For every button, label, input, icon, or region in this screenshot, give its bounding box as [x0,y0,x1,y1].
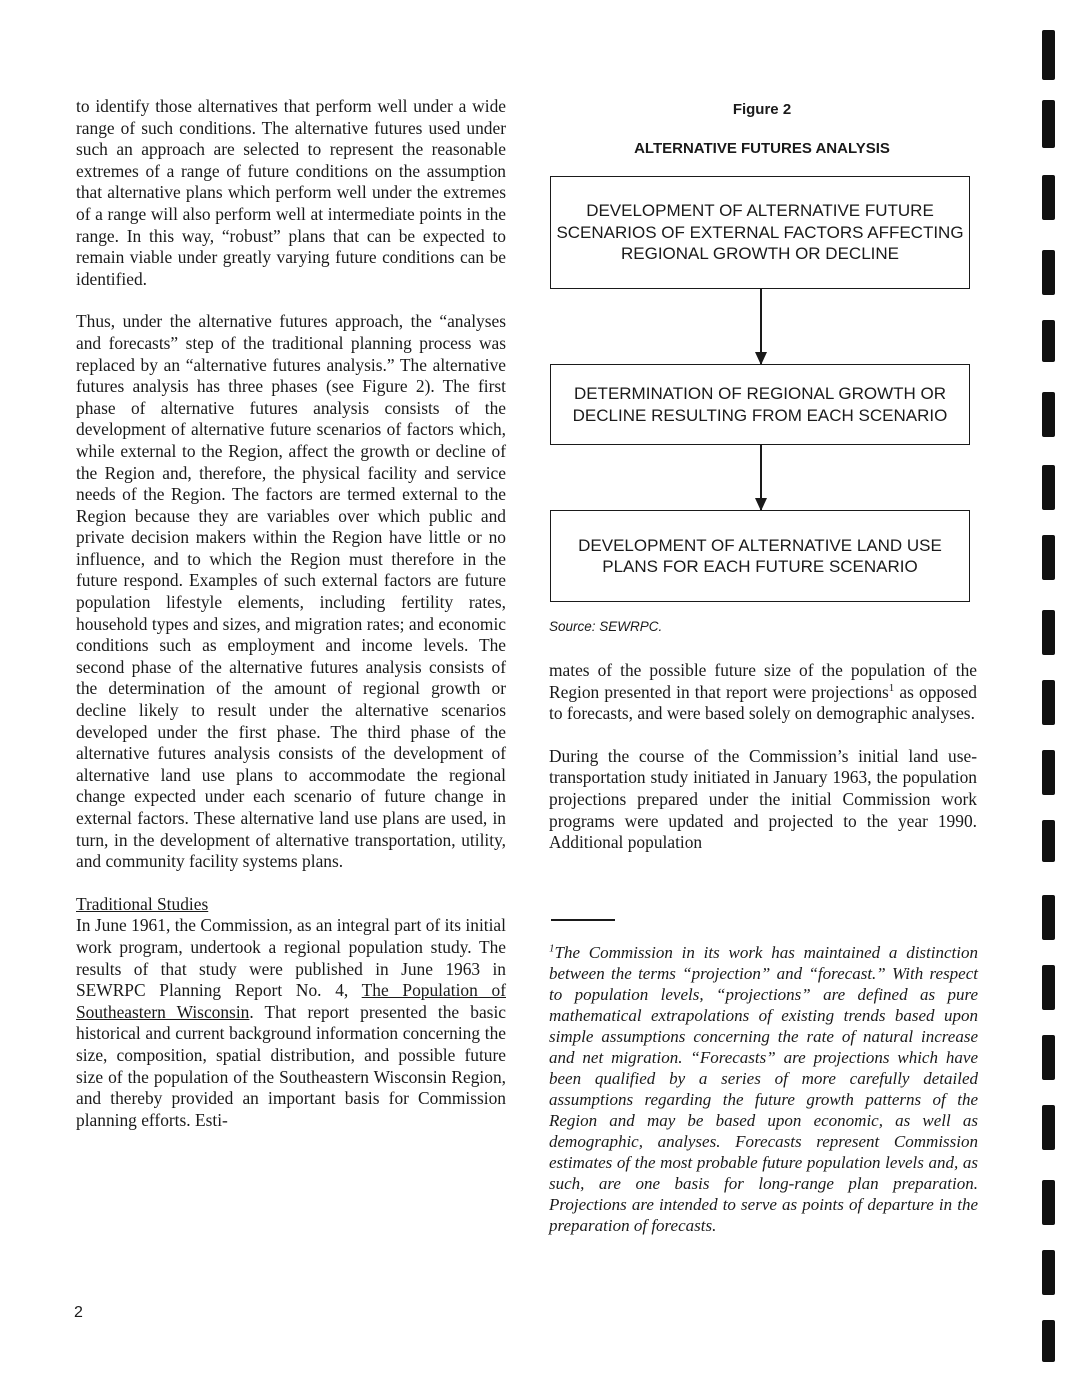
section-heading: Traditional Studies [76,893,209,914]
body-paragraph [549,660,977,725]
binding-hole-mark [1042,895,1055,940]
figure-source: Source: SEWRPC. [549,619,663,634]
binding-hole-mark [1042,175,1055,220]
binding-hole-mark [1042,465,1055,510]
binding-hole-mark [1042,1035,1055,1080]
page-number: 2 [74,1304,83,1321]
body-paragraph: During the course of the Commission’s initial land use-transportation study initiated in January 1963, the population projections prepared under the initial Commission work programs were updated and projected to the year 1990. Additional population [549,745,977,853]
binding-hole-mark [1042,392,1055,437]
binding-hole-mark [1042,1320,1055,1362]
body-paragraph: to identify those alternatives that perform well under a wide range of such conditions. The alternative futures used under such an approach are selected to represent the reasonable extremes of a range of future conditions on the assumption that alternative plans which perform well under the extremes of a range will also perform well at intermediate points in the range. In this way, “robust” plans that can be expected to remain viable under greatly varying future conditions can be identified. [76,96,506,289]
footnote [549,942,978,1236]
footnote-divider [551,919,615,921]
binding-hole-mark [1042,610,1055,655]
binding-hole-mark [1042,750,1055,795]
binding-hole-mark [1042,250,1055,295]
binding-hole-mark [1042,1105,1055,1150]
binding-hole-mark [1042,965,1055,1010]
down-arrow-icon [760,445,762,510]
paragraph-text: as opposed to forecasts, and were based solely on demographic analyses. [549,681,977,724]
footnote-text: The Commission in its work has maintained a distinction between the terms “projection” and “forecast.” With respect to population levels, “projections” are defined as pure mathematical extrapolations of existing trends based upon simple assumptions concerning the rate of natural increase and net migration. “Forecasts” are projections which have been qualified by a series of more carefully detailed assumptions regarding the future growth patterns of the Region and may be based upon economic, as well as demographic, analyses. Forecasts represent Commission estimates of the most probable future population levels and, as such, are one basis for long-range plan preparation. Projections are intended to serve as points of departure in the preparation of forecasts. [549,943,978,1235]
binding-hole-mark [1042,30,1055,80]
figure-title: ALTERNATIVE FUTURES ANALYSIS [634,140,890,157]
flowchart-step-2 [550,364,970,445]
flowchart-step-text: DETERMINATION OF REGIONAL GROWTH OR DECLINE RESULTING FROM EACH SCENARIO [572,384,948,425]
paragraph-text: mates of the possible future size of the population of the Region presented in that report were projections [549,660,977,702]
section-paragraph [76,915,506,1131]
figure-2 [549,96,975,634]
flowchart-step-3 [550,510,970,602]
report-title: The Population of Southeastern Wisconsin [76,980,506,1022]
binding-hole-mark [1042,320,1055,362]
binding-hole-mark [1042,820,1055,862]
left-column [76,96,506,1152]
down-arrow-icon [760,289,762,364]
binding-hole-mark [1042,535,1055,580]
binding-strip [1032,0,1072,1380]
flowchart-step-1 [550,176,970,289]
binding-hole-mark [1042,680,1055,725]
section-text-end: . That report presented the basic historical and current background information concerning the size, composition, spatial distribution, and possible future size of the population of the Southeastern Wisconsin Region, and thereby provided an important basis for Commission planning efforts. Esti- [76,1001,506,1130]
binding-hole-mark [1042,100,1055,148]
right-column [549,660,977,875]
flowchart-step-text: DEVELOPMENT OF ALTERNATIVE LAND USE PLANS FOR EACH FUTURE SCENARIO [578,535,942,576]
body-paragraph: Thus, under the alternative futures approach, the “analyses and forecasts” step of the traditional planning process was replaced by an “alternative futures analysis.” The alternative futures analysis has three phases (see Figure 2). The first phase of alternative futures analysis consists of the development of alternative future scenarios of factors which, while external to the Region, affect the growth or decline of the Region and, therefore, the physical facility and service needs of the Region. The factors are termed external to the Region because they are variables over which public and private decision makers within the Region have little or no influence, and to which the Region must therefore in the future respond. Examples of such external factors are future population lifestyle elements, including fertility rates, household types and sizes, and migration rates; and economic conditions such as employment and income levels. The second phase of the alternative futures analysis consists of the determination of the amount of regional growth or decline likely to result under the alternative scenarios developed under the first phase. The third phase of the alternative futures analysis consists of the development of alternative land use plans to accommodate the regional change expected under each scenario of future change in external factors. These alternative land use plans are used, in turn, in the development of alternative transportation, utility, and community facility systems plans. [76,311,506,872]
section-text-start: In June 1961, the Commission, as an integral part of its initial work program, undertook a regional population study. The results of that study were published in June 1963 in SEWRPC Planning Report No. 4, [76,915,506,1001]
figure-label: Figure 2 [732,101,792,118]
binding-hole-mark [1042,1180,1055,1225]
footnote-marker: 1 [549,942,555,955]
flowchart-step-text: DEVELOPMENT OF ALTERNATIVE FUTURE SCENARIOS OF EXTERNAL FACTORS AFFECTING REGIONAL GROWTH OR DECLINE [556,201,964,264]
footnote-reference: 1 [888,681,895,694]
binding-hole-mark [1042,1250,1055,1295]
